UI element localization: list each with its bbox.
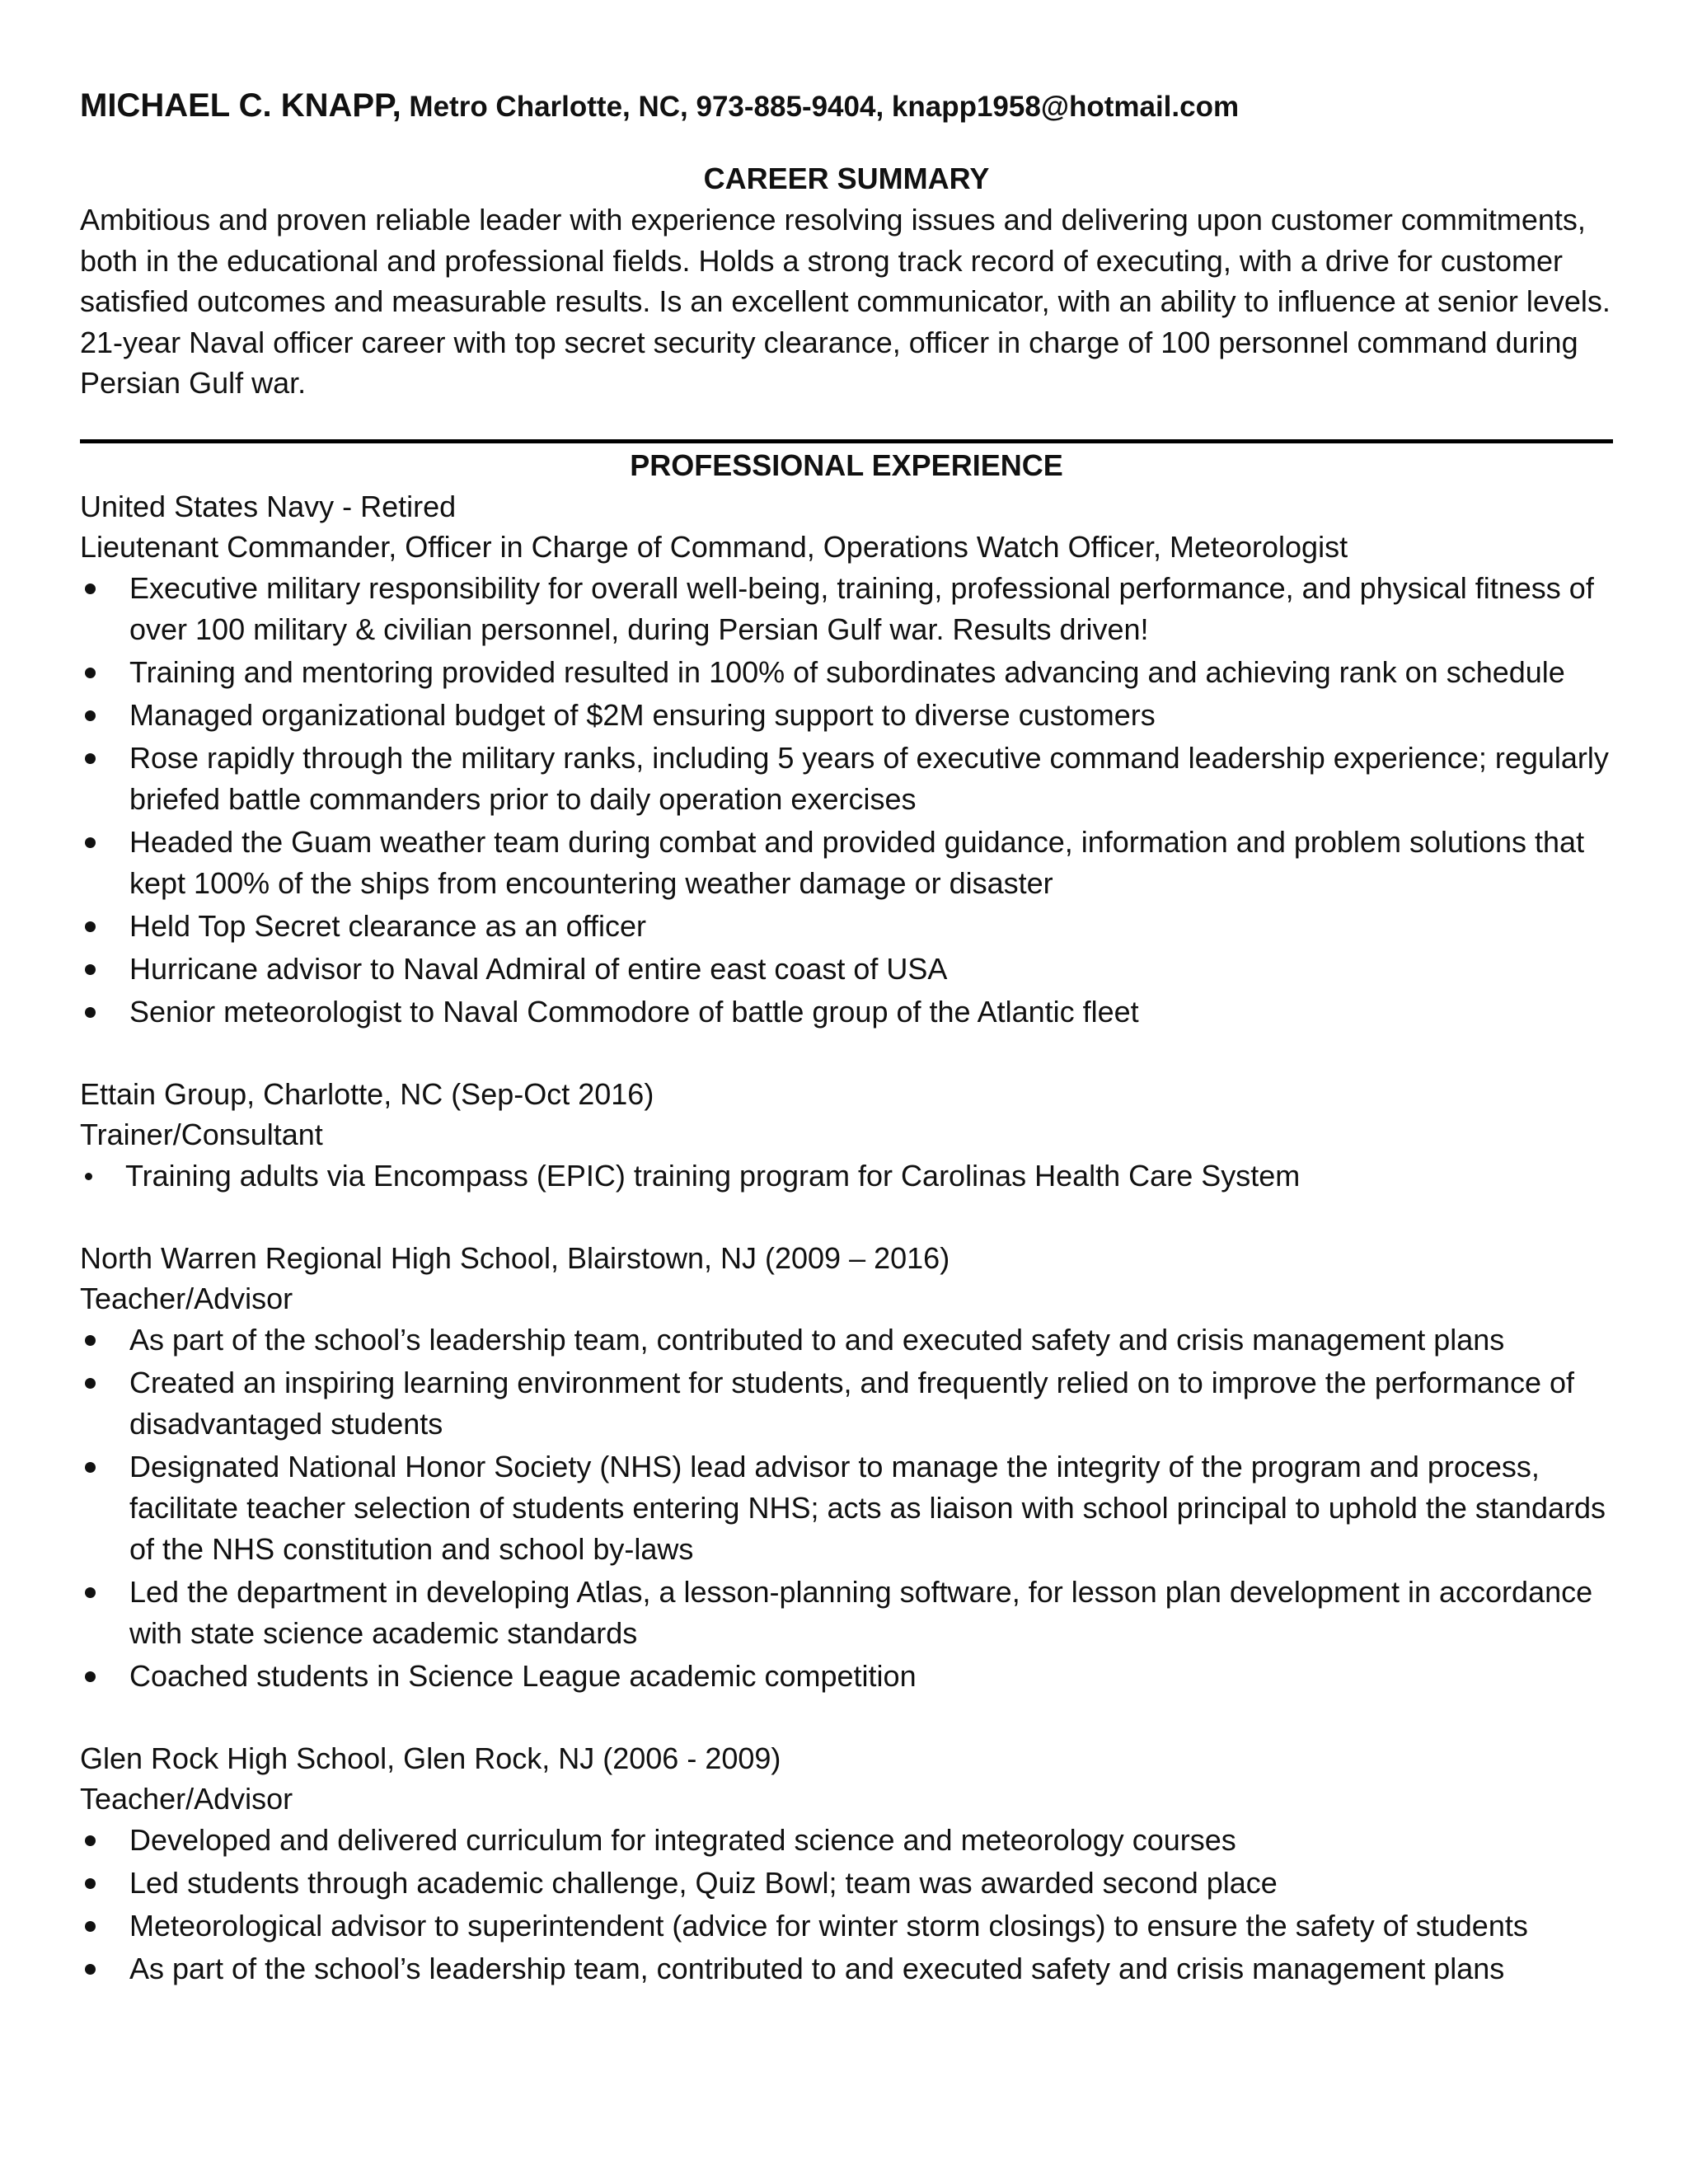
job-role: Trainer/Consultant — [80, 1118, 323, 1151]
career-summary-text: Ambitious and proven reliable leader with experience resolving issues and delivering upon customer commitments, both in the educational and professional fields. Holds a strong track record of executing, with a drive for customer satisfied outcomes and measurable results. Is an excellent communicator, with an ability to influence at senior levels. 21-year Naval officer career with top secret security clearance, officer in charge of 100 personnel command during Persian Gulf war. — [80, 203, 1611, 400]
job-entry-ettain — [80, 1074, 1613, 1197]
job-employer: North Warren Regional High School, Blairstown, NJ (2009 – 2016) — [80, 1240, 950, 1275]
resume-page — [80, 82, 1613, 1991]
bullet-icon — [85, 1335, 96, 1346]
list-item: Meteorological advisor to superintendent (advice for winter storm closings) to ensure the safety of students — [80, 1905, 1613, 1947]
list-item: Senior meteorologist to Naval Commodore of battle group of the Atlantic fleet — [80, 991, 1613, 1033]
candidate-name: MICHAEL C. KNAPP, — [80, 87, 401, 124]
list-item: Hurricane advisor to Naval Admiral of entire east coast of USA — [80, 949, 1613, 990]
list-item: Designated National Honor Society (NHS) lead advisor to manage the integrity of the program and process, facilitate teacher selection of students entering NHS; acts as liaison with school principal to uphold the standards of the NHS constitution and school by-laws — [80, 1446, 1613, 1570]
bullet-icon — [85, 921, 96, 932]
bullet-icon — [85, 710, 96, 721]
job-role: Teacher/Advisor — [80, 1782, 293, 1816]
list-item: Coached students in Science League academic competition — [80, 1656, 1613, 1697]
job-bullet-list — [80, 1155, 1613, 1197]
job-bullet-list — [80, 568, 1613, 1033]
list-item: Headed the Guam weather team during combat and provided guidance, information and problem solutions that kept 100% of the ships from encountering weather damage or disaster — [80, 822, 1613, 904]
section-divider — [80, 439, 1613, 443]
resume-header — [80, 82, 1613, 130]
bullet-icon — [85, 583, 96, 594]
career-summary-heading: CAREER SUMMARY — [703, 162, 990, 195]
bullet-icon — [85, 753, 96, 764]
list-item: Rose rapidly through the military ranks, including 5 years of executive command leadership experience; regularly briefed battle commanders prior to daily operation exercises — [80, 738, 1613, 820]
bullet-icon — [85, 1671, 96, 1682]
bullet-icon — [85, 1462, 96, 1473]
bullet-icon — [85, 1835, 96, 1846]
list-item: As part of the school’s leadership team, contributed to and executed safety and crisis management plans — [80, 1948, 1613, 1990]
list-item: Created an inspiring learning environment for students, and frequently relied on to improve the performance of disadvantaged students — [80, 1362, 1613, 1445]
job-entry-navy — [80, 486, 1613, 1033]
job-bullet-list — [80, 1820, 1613, 1990]
bullet-icon — [85, 1378, 96, 1389]
list-item: Led the department in developing Atlas, a lesson-planning software, for lesson plan development in accordance with state science academic standards — [80, 1572, 1613, 1654]
bullet-icon — [85, 1587, 96, 1598]
bullet-icon — [85, 964, 96, 975]
job-employer: United States Navy - Retired — [80, 489, 457, 523]
bullet-icon — [85, 1921, 96, 1932]
list-item: Developed and delivered curriculum for integrated science and meteorology courses — [80, 1820, 1613, 1861]
list-item: Managed organizational budget of $2M ensuring support to diverse customers — [80, 695, 1613, 736]
bullet-icon — [85, 1173, 92, 1180]
job-bullet-list — [80, 1319, 1613, 1697]
bullet-icon — [85, 668, 96, 678]
contact-info: Metro Charlotte, NC, 973-885-9404, knapp1958@hotmail.com — [409, 91, 1240, 123]
job-role: Teacher/Advisor — [80, 1282, 293, 1315]
list-item: Led students through academic challenge, Quiz Bowl; team was awarded second place — [80, 1863, 1613, 1904]
list-item: Training and mentoring provided resulted in 100% of subordinates advancing and achieving rank on schedule — [80, 652, 1613, 693]
bullet-icon — [85, 1878, 96, 1889]
job-employer: Ettain Group, Charlotte, NC (Sep-Oct 2016) — [80, 1076, 654, 1111]
job-entry-north-warren — [80, 1238, 1613, 1697]
list-item: Executive military responsibility for overall well-being, training, professional performance, and physical fitness of over 100 military & civilian personnel, during Persian Gulf war. Results driven! — [80, 568, 1613, 650]
bullet-icon — [85, 1964, 96, 1975]
list-item: Training adults via Encompass (EPIC) training program for Carolinas Health Care System — [80, 1155, 1613, 1197]
list-item: Held Top Secret clearance as an officer — [80, 906, 1613, 947]
bullet-icon — [85, 1007, 96, 1018]
bullet-icon — [85, 837, 96, 848]
job-employer: Glen Rock High School, Glen Rock, NJ (2006 - 2009) — [80, 1741, 781, 1775]
list-item: As part of the school’s leadership team, contributed to and executed safety and crisis management plans — [80, 1319, 1613, 1361]
job-role: Lieutenant Commander, Officer in Charge of Command, Operations Watch Officer, Meteorologist — [80, 530, 1348, 564]
professional-experience-heading: PROFESSIONAL EXPERIENCE — [630, 448, 1063, 482]
job-entry-glen-rock — [80, 1738, 1613, 1990]
